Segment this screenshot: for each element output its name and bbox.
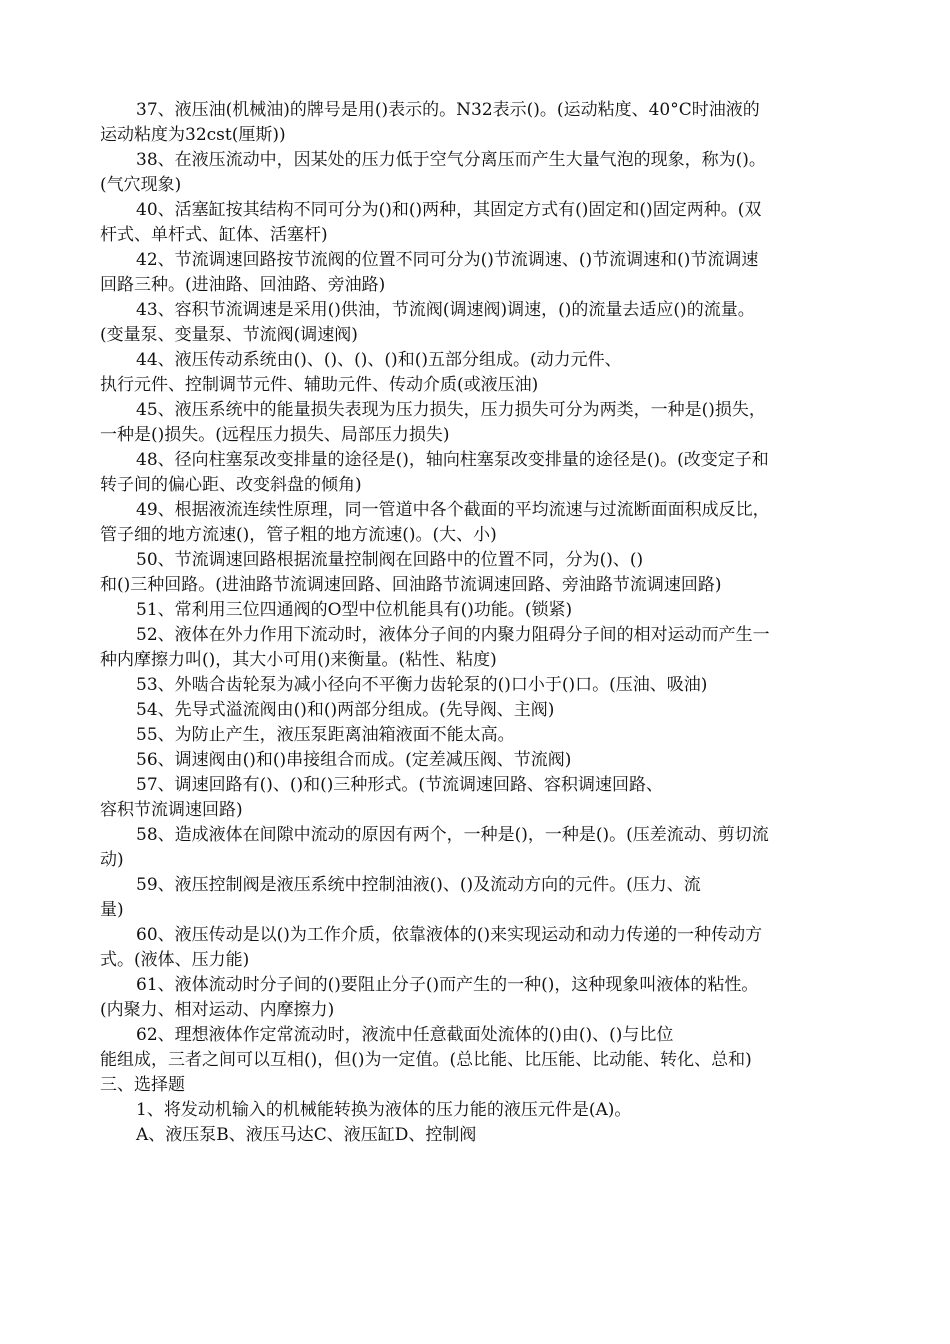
question-line-continued: 和()三种回路。(进油路节流调速回路、回油路节流调速回路、旁油路节流调速回路): [100, 575, 722, 595]
question-line-continued: 动): [100, 850, 124, 870]
question-line-continued: 容积节流调速回路): [100, 800, 243, 820]
question-line-continued: 量): [100, 900, 124, 920]
question-line-continued: 执行元件、控制调节元件、辅助元件、传动介质(或液压油): [100, 375, 539, 395]
question-line-first: 49、根据液流连续性原理，同一管道中各个截面的平均流速与过流断面面积成反比，: [136, 500, 770, 520]
question-line-continued: 杆式、单杆式、缸体、活塞杆): [100, 225, 328, 245]
question-line-continued: 种内摩擦力叫()，其大小可用()来衡量。(粘性、粘度): [100, 650, 497, 670]
section-heading: 三、选择题: [100, 1075, 185, 1095]
question-item: [100, 548, 862, 598]
question-item: [100, 148, 862, 198]
question-line-first: 52、液体在外力作用下流动时，液体分子间的内聚力阻碍分子间的相对运动而产生一: [136, 625, 770, 645]
question-item: [100, 673, 862, 698]
question-item: [100, 773, 862, 823]
choice-question-text: 1、将发动机输入的机械能转换为液体的压力能的液压元件是(A)。: [136, 1100, 632, 1120]
question-line-first: 57、调速回路有()、()和()三种形式。(节流调速回路、容积调速回路、: [136, 775, 664, 795]
question-item: [100, 973, 862, 1023]
question-item: [100, 923, 862, 973]
question-item: [100, 748, 862, 773]
question-item: [100, 348, 862, 398]
question-line-first: 62、理想液体作定常流动时，液流中任意截面处流体的()由()、()与比位: [136, 1025, 674, 1045]
choice-question: [100, 1098, 862, 1148]
question-line-continued: 管子细的地方流速()，管子粗的地方流速()。(大、小): [100, 525, 497, 545]
question-item: [100, 448, 862, 498]
question-item: [100, 498, 862, 548]
fill-in-items: [100, 98, 862, 1073]
question-line-continued: (内聚力、相对运动、内摩擦力): [100, 1000, 335, 1020]
question-line-first: 56、调速阀由()和()串接组合而成。(定差减压阀、节流阀): [136, 750, 572, 770]
question-line-first: 59、液压控制阀是液压系统中控制油液()、()及流动方向的元件。(压力、流: [136, 875, 701, 895]
question-item: [100, 1023, 862, 1073]
question-item: [100, 398, 862, 448]
question-line-continued: 运动粘度为32cst(厘斯)): [100, 125, 286, 145]
question-line-continued: 回路三种。(进油路、回油路、旁油路): [100, 275, 386, 295]
question-line-first: 50、节流调速回路根据流量控制阀在回路中的位置不同，分为()、(): [136, 550, 644, 570]
question-line-first: 48、径向柱塞泵改变排量的途径是()，轴向柱塞泵改变排量的途径是()。(改变定子和: [136, 450, 769, 470]
document-page: [100, 98, 862, 1148]
question-line-continued: 式。(液体、压力能): [100, 950, 250, 970]
question-item: [100, 98, 862, 148]
question-line-first: 43、容积节流调速是采用()供油，节流阀(调速阀)调速，()的流量去适应()的流量。: [136, 300, 755, 320]
question-line-continued: 能组成，三者之间可以互相()，但()为一定值。(总比能、比压能、比动能、转化、总和): [100, 1050, 752, 1070]
question-line-continued: 转子间的偏心距、改变斜盘的倾角): [100, 475, 362, 495]
question-line-first: 60、液压传动是以()为工作介质，依靠液体的()来实现运动和动力传递的一种传动方: [136, 925, 763, 945]
question-line-first: 40、活塞缸按其结构不同可分为()和()两种，其固定方式有()固定和()固定两种。(双: [136, 200, 762, 220]
question-item: [100, 698, 862, 723]
question-line-first: 51、常利用三位四通阀的O型中位机能具有()功能。(锁紧): [136, 600, 573, 620]
question-item: [100, 598, 862, 623]
question-line-continued: 一种是()损失。(远程压力损失、局部压力损失): [100, 425, 450, 445]
question-item: [100, 198, 862, 248]
question-line-first: 45、液压系统中的能量损失表现为压力损失，压力损失可分为两类，一种是()损失，: [136, 400, 766, 420]
question-item: [100, 623, 862, 673]
question-line-first: 58、造成液体在间隙中流动的原因有两个，一种是()，一种是()。(压差流动、剪切流: [136, 825, 769, 845]
question-line-first: 54、先导式溢流阀由()和()两部分组成。(先导阀、主阀): [136, 700, 555, 720]
question-line-continued: (变量泵、变量泵、节流阀(调速阀): [100, 325, 358, 345]
question-line-first: 53、外啮合齿轮泵为减小径向不平衡力齿轮泵的()口小于()口。(压油、吸油): [136, 675, 708, 695]
question-item: [100, 298, 862, 348]
question-line-continued: (气穴现象): [100, 175, 182, 195]
question-item: [100, 873, 862, 923]
question-line-first: 38、在液压流动中，因某处的压力低于空气分离压而产生大量气泡的现象，称为()。: [136, 150, 766, 170]
question-line-first: 42、节流调速回路按节流阀的位置不同可分为()节流调速、()节流调速和()节流调速: [136, 250, 759, 270]
question-item: [100, 248, 862, 298]
question-line-first: 61、液体流动时分子间的()要阻止分子()而产生的一种()，这种现象叫液体的粘性。: [136, 975, 759, 995]
choice-options: A、液压泵B、液压马达C、液压缸D、控制阀: [136, 1125, 477, 1145]
question-item: [100, 823, 862, 873]
question-line-first: 37、液压油(机械油)的牌号是用()表示的。N32表示()。(运动粘度、40°C时油液的: [136, 100, 760, 120]
question-line-first: 44、液压传动系统由()、()、()、()和()五部分组成。(动力元件、: [136, 350, 622, 370]
question-item: [100, 723, 862, 748]
question-line-first: 55、为防止产生，液压泵距离油箱液面不能太高。: [136, 725, 515, 745]
